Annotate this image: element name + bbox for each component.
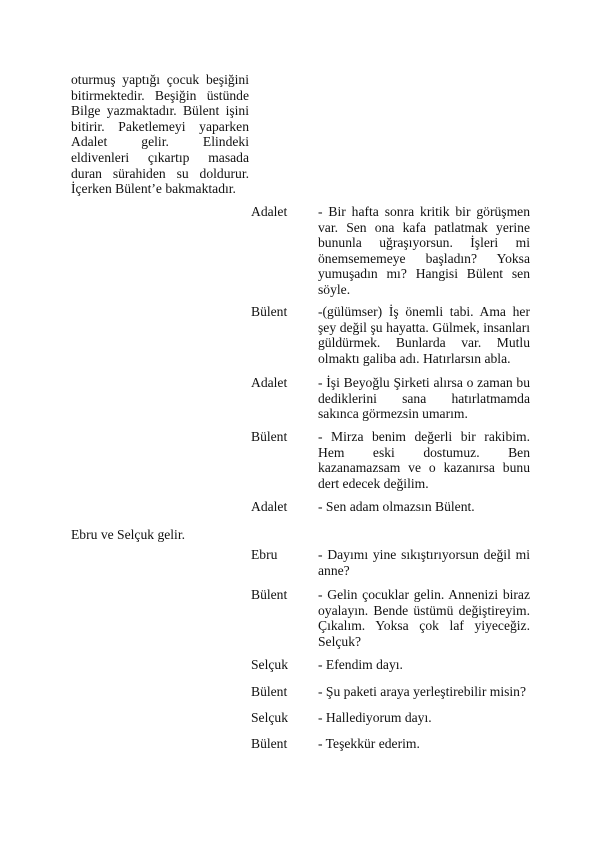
dialogue-line: - Sen adam olmazsın Bülent. — [318, 499, 475, 514]
dialogue-line: - İşi Beyoğlu Şirketi alırsa o zaman bu dediklerini sana hatırlatmamda sakınca görmezsin umarım. — [318, 375, 530, 422]
dialogue-line: - Bir hafta sonra kritik bir görüşmen var. Sen ona kafa patlatmak yerine bununla uğraşıyorsun. İşleri mi önemsememeye başladın? Yoksa yumuşadın mı? Hangisi Bülent sen söyle. — [318, 204, 530, 297]
dialogue-line: - Teşekkür ederim. — [318, 736, 420, 751]
stage-direction: Ebru ve Selçuk gelir. — [71, 527, 186, 542]
speaker-name: Selçuk — [251, 657, 288, 672]
speaker-name: Ebru — [251, 547, 278, 562]
dialogue-line: - Dayımı yine sıkıştırıyorsun değil mi anne? — [318, 547, 530, 578]
dialogue-line: - Gelin çocuklar gelin. Annenizi biraz oyalayın. Bende üstümü değiştireyim. Çıkalım. Yoksa çok laf yiyeceğiz. Selçuk? — [318, 587, 530, 649]
speaker-name: Adalet — [251, 499, 288, 514]
speaker-name: Bülent — [251, 684, 288, 699]
speaker-name: Selçuk — [251, 710, 288, 725]
speaker-name: Bülent — [251, 304, 288, 319]
speaker-name: Bülent — [251, 429, 288, 444]
speaker-name: Bülent — [251, 736, 288, 751]
dialogue-line: -(gülümser) İş önemli tabi. Ama her şey değil şu hayatta. Gülmek, insanları güldürmek. Bunlarda var. Mutlu olmaktı galiba adı. Hatırlarsın abla. — [318, 304, 530, 366]
stage-direction: oturmuş yaptığı çocuk beşiğini bitirmektedir. Beşiğin üstünde Bilge yazmaktadır. Bülent işini bitirir. Paketlemeyi yaparken Adalet gelir. Elindeki eldivenleri çıkartıp masada duran sürahiden su doldurur. İçerken Bülent’e bakmaktadır. — [71, 72, 249, 197]
speaker-name: Adalet — [251, 375, 288, 390]
speaker-name: Bülent — [251, 587, 288, 602]
dialogue-line: - Hallediyorum dayı. — [318, 710, 432, 725]
dialogue-line: - Efendim dayı. — [318, 657, 403, 672]
dialogue-line: - Mirza benim değerli bir rakibim. Hem eski dostumuz. Ben kazanamazsam ve o kazanırsa bunu dert edecek değilim. — [318, 429, 530, 491]
dialogue-line: - Şu paketi araya yerleştirebilir misin? — [318, 684, 526, 699]
speaker-name: Adalet — [251, 204, 288, 219]
